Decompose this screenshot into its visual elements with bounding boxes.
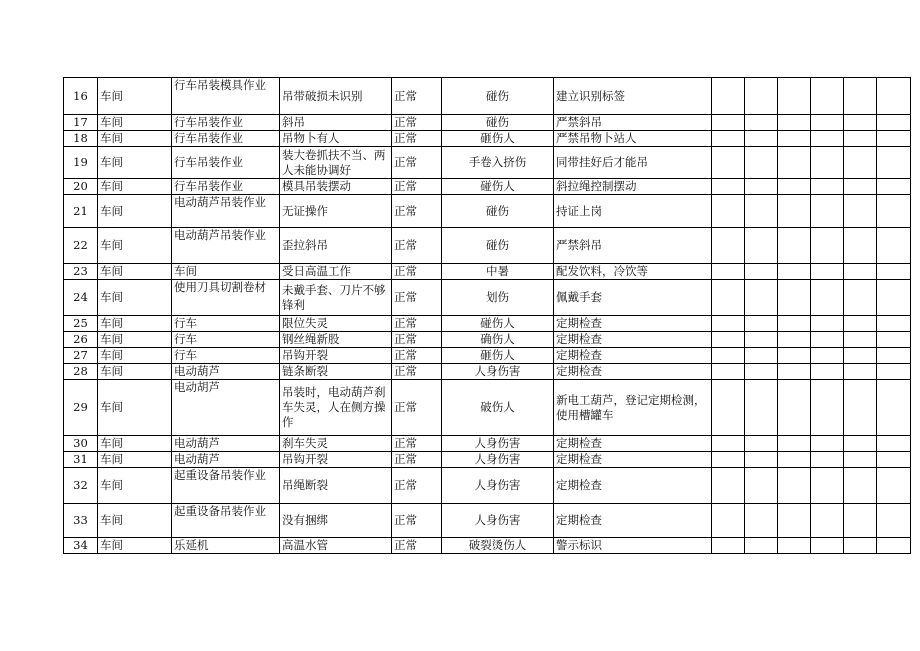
state-cell: 正常 (392, 436, 442, 452)
department-cell: 车间 (98, 452, 172, 468)
empty-score-cell (778, 452, 811, 468)
empty-score-cell (811, 147, 844, 179)
table-row (64, 179, 911, 195)
state-cell: 正常 (392, 348, 442, 364)
department-cell: 车间 (98, 264, 172, 280)
state-cell: 正常 (392, 332, 442, 348)
empty-score-cell (778, 228, 811, 264)
empty-score-cell (778, 364, 811, 380)
empty-score-cell (745, 468, 778, 504)
activity-cell: 电动葫芦吊装作业 (172, 195, 280, 228)
department-cell: 车间 (98, 436, 172, 452)
empty-score-cell (745, 504, 778, 538)
empty-score-cell (811, 468, 844, 504)
control-measure-cell: 定期检查 (554, 504, 712, 538)
empty-score-cell (745, 436, 778, 452)
state-cell: 正常 (392, 504, 442, 538)
empty-score-cell (778, 78, 811, 115)
empty-score-cell (811, 316, 844, 332)
consequence-cell: 确伤人 (442, 332, 554, 348)
row-number: 23 (64, 264, 98, 280)
activity-cell: 行车吊装作业 (172, 147, 280, 179)
table-row (64, 115, 911, 131)
state-cell: 正常 (392, 195, 442, 228)
empty-score-cell (811, 195, 844, 228)
empty-score-cell (844, 452, 877, 468)
table-body (64, 78, 911, 554)
empty-score-cell (844, 436, 877, 452)
empty-score-cell (712, 504, 745, 538)
row-number: 20 (64, 179, 98, 195)
empty-score-cell (877, 147, 911, 179)
row-number: 29 (64, 380, 98, 436)
empty-score-cell (877, 504, 911, 538)
empty-score-cell (844, 147, 877, 179)
control-measure-cell: 定期检查 (554, 316, 712, 332)
consequence-cell: 人身伤害 (442, 504, 554, 538)
control-measure-cell: 定期检查 (554, 436, 712, 452)
activity-cell: 起重设备吊装作业 (172, 468, 280, 504)
empty-score-cell (778, 195, 811, 228)
consequence-cell: 中暑 (442, 264, 554, 280)
table-row (64, 538, 911, 554)
department-cell: 车间 (98, 179, 172, 195)
department-cell: 车间 (98, 228, 172, 264)
empty-score-cell (811, 452, 844, 468)
empty-score-cell (745, 348, 778, 364)
empty-score-cell (712, 332, 745, 348)
table-row (64, 195, 911, 228)
row-number: 28 (64, 364, 98, 380)
consequence-cell: 划伤 (442, 280, 554, 316)
table-row (64, 380, 911, 436)
empty-score-cell (811, 131, 844, 147)
consequence-cell: 砸伤人 (442, 348, 554, 364)
table-row (64, 332, 911, 348)
activity-cell: 行车 (172, 348, 280, 364)
empty-score-cell (877, 131, 911, 147)
empty-score-cell (712, 131, 745, 147)
consequence-cell: 碰伤 (442, 195, 554, 228)
empty-score-cell (844, 280, 877, 316)
state-cell: 正常 (392, 147, 442, 179)
state-cell: 正常 (392, 280, 442, 316)
control-measure-cell: 严禁斜吊 (554, 115, 712, 131)
empty-score-cell (844, 316, 877, 332)
state-cell: 正常 (392, 538, 442, 554)
empty-score-cell (811, 380, 844, 436)
state-cell: 正常 (392, 131, 442, 147)
department-cell: 车间 (98, 115, 172, 131)
empty-score-cell (811, 264, 844, 280)
consequence-cell: 碰伤 (442, 115, 554, 131)
empty-score-cell (811, 348, 844, 364)
control-measure-cell: 严禁吊物卜站人 (554, 131, 712, 147)
empty-score-cell (712, 538, 745, 554)
consequence-cell: 人身伤害 (442, 436, 554, 452)
hazard-table (63, 77, 911, 554)
consequence-cell: 人身伤害 (442, 364, 554, 380)
state-cell: 正常 (392, 228, 442, 264)
hazard-cell: 吊钩开裂 (280, 452, 392, 468)
empty-score-cell (844, 264, 877, 280)
table-row (64, 468, 911, 504)
consequence-cell: 碰伤 (442, 78, 554, 115)
activity-cell: 行车 (172, 316, 280, 332)
control-measure-cell: 新电工葫芦，登记定期检测，使用槽罐车 (554, 380, 712, 436)
empty-score-cell (778, 468, 811, 504)
empty-score-cell (877, 264, 911, 280)
empty-score-cell (844, 228, 877, 264)
control-measure-cell: 定期检查 (554, 452, 712, 468)
activity-cell: 行车吊装作业 (172, 179, 280, 195)
activity-cell: 车间 (172, 264, 280, 280)
empty-score-cell (745, 115, 778, 131)
control-measure-cell: 定期检查 (554, 468, 712, 504)
risk-assessment-sheet (63, 77, 911, 554)
control-measure-cell: 持证上岗 (554, 195, 712, 228)
hazard-cell: 斜吊 (280, 115, 392, 131)
empty-score-cell (844, 332, 877, 348)
hazard-cell: 吊装时，电动葫芦刹车失灵，人在侧方操作 (280, 380, 392, 436)
empty-score-cell (778, 147, 811, 179)
empty-score-cell (811, 332, 844, 348)
activity-cell: 电动葫芦 (172, 436, 280, 452)
row-number: 33 (64, 504, 98, 538)
empty-score-cell (877, 195, 911, 228)
empty-score-cell (712, 228, 745, 264)
consequence-cell: 碰伤人 (442, 316, 554, 332)
empty-score-cell (844, 348, 877, 364)
hazard-cell: 无证操作 (280, 195, 392, 228)
empty-score-cell (778, 348, 811, 364)
department-cell: 车间 (98, 195, 172, 228)
hazard-cell: 吊绳断裂 (280, 468, 392, 504)
state-cell: 正常 (392, 316, 442, 332)
empty-score-cell (712, 195, 745, 228)
empty-score-cell (745, 264, 778, 280)
state-cell: 正常 (392, 364, 442, 380)
empty-score-cell (877, 538, 911, 554)
empty-score-cell (778, 316, 811, 332)
activity-cell: 电动葫芦 (172, 452, 280, 468)
empty-score-cell (877, 364, 911, 380)
department-cell: 车间 (98, 504, 172, 538)
department-cell: 车间 (98, 380, 172, 436)
empty-score-cell (745, 332, 778, 348)
empty-score-cell (778, 436, 811, 452)
empty-score-cell (745, 195, 778, 228)
empty-score-cell (712, 452, 745, 468)
table-row (64, 504, 911, 538)
empty-score-cell (778, 264, 811, 280)
empty-score-cell (745, 452, 778, 468)
empty-score-cell (811, 78, 844, 115)
control-measure-cell: 严禁斜吊 (554, 228, 712, 264)
empty-score-cell (877, 280, 911, 316)
control-measure-cell: 定期检查 (554, 332, 712, 348)
consequence-cell: 碰伤 (442, 228, 554, 264)
empty-score-cell (712, 436, 745, 452)
table-row (64, 436, 911, 452)
empty-score-cell (811, 538, 844, 554)
empty-score-cell (712, 264, 745, 280)
empty-score-cell (811, 179, 844, 195)
hazard-cell: 没有捆绑 (280, 504, 392, 538)
row-number: 19 (64, 147, 98, 179)
empty-score-cell (745, 147, 778, 179)
consequence-cell: 砸伤人 (442, 131, 554, 147)
department-cell: 车间 (98, 316, 172, 332)
empty-score-cell (745, 364, 778, 380)
consequence-cell: 人身伤害 (442, 452, 554, 468)
empty-score-cell (811, 115, 844, 131)
row-number: 24 (64, 280, 98, 316)
empty-score-cell (745, 78, 778, 115)
consequence-cell: 人身伤害 (442, 468, 554, 504)
empty-score-cell (745, 538, 778, 554)
empty-score-cell (778, 504, 811, 538)
empty-score-cell (811, 436, 844, 452)
activity-cell: 行车吊装模具作业 (172, 78, 280, 115)
empty-score-cell (877, 228, 911, 264)
hazard-cell: 限位失灵 (280, 316, 392, 332)
department-cell: 车间 (98, 147, 172, 179)
state-cell: 正常 (392, 380, 442, 436)
control-measure-cell: 佩戴手套 (554, 280, 712, 316)
row-number: 34 (64, 538, 98, 554)
empty-score-cell (745, 316, 778, 332)
empty-score-cell (712, 280, 745, 316)
empty-score-cell (844, 538, 877, 554)
empty-score-cell (811, 364, 844, 380)
empty-score-cell (712, 115, 745, 131)
consequence-cell: 破伤人 (442, 380, 554, 436)
empty-score-cell (844, 78, 877, 115)
consequence-cell: 碰伤人 (442, 179, 554, 195)
department-cell: 车间 (98, 468, 172, 504)
empty-score-cell (877, 179, 911, 195)
empty-score-cell (778, 115, 811, 131)
empty-score-cell (844, 364, 877, 380)
empty-score-cell (811, 504, 844, 538)
activity-cell: 行车 (172, 332, 280, 348)
hazard-cell: 刹车失灵 (280, 436, 392, 452)
hazard-cell: 装大卷抓扶不当、两人未能协调好 (280, 147, 392, 179)
control-measure-cell: 同带挂好后才能吊 (554, 147, 712, 179)
state-cell: 正常 (392, 264, 442, 280)
empty-score-cell (778, 179, 811, 195)
empty-score-cell (778, 131, 811, 147)
row-number: 26 (64, 332, 98, 348)
activity-cell: 电动葫芦吊装作业 (172, 228, 280, 264)
empty-score-cell (844, 504, 877, 538)
row-number: 27 (64, 348, 98, 364)
empty-score-cell (844, 131, 877, 147)
hazard-cell: 吊物卜有人 (280, 131, 392, 147)
empty-score-cell (844, 115, 877, 131)
empty-score-cell (745, 179, 778, 195)
hazard-cell: 链条断裂 (280, 364, 392, 380)
department-cell: 车间 (98, 348, 172, 364)
hazard-cell: 受日高温工作 (280, 264, 392, 280)
activity-cell: 电动葫芦 (172, 364, 280, 380)
department-cell: 车间 (98, 364, 172, 380)
table-row (64, 316, 911, 332)
row-number: 31 (64, 452, 98, 468)
department-cell: 车间 (98, 280, 172, 316)
empty-score-cell (712, 316, 745, 332)
hazard-cell: 钢丝绳新股 (280, 332, 392, 348)
empty-score-cell (712, 380, 745, 436)
activity-cell: 起重设备吊装作业 (172, 504, 280, 538)
hazard-cell: 模具吊装摆动 (280, 179, 392, 195)
hazard-cell: 高温水管 (280, 538, 392, 554)
state-cell: 正常 (392, 78, 442, 115)
row-number: 18 (64, 131, 98, 147)
table-row (64, 264, 911, 280)
empty-score-cell (877, 115, 911, 131)
table-row (64, 280, 911, 316)
empty-score-cell (811, 280, 844, 316)
control-measure-cell: 配发饮料，冷饮等 (554, 264, 712, 280)
empty-score-cell (778, 380, 811, 436)
empty-score-cell (745, 280, 778, 316)
empty-score-cell (712, 468, 745, 504)
state-cell: 正常 (392, 468, 442, 504)
state-cell: 正常 (392, 452, 442, 468)
department-cell: 车间 (98, 538, 172, 554)
control-measure-cell: 警示标识 (554, 538, 712, 554)
activity-cell: 电动胡芦 (172, 380, 280, 436)
table-row (64, 348, 911, 364)
empty-score-cell (778, 332, 811, 348)
empty-score-cell (745, 131, 778, 147)
empty-score-cell (778, 280, 811, 316)
department-cell: 车间 (98, 131, 172, 147)
empty-score-cell (844, 195, 877, 228)
row-number: 22 (64, 228, 98, 264)
empty-score-cell (877, 452, 911, 468)
empty-score-cell (712, 364, 745, 380)
activity-cell: 行车吊装作业 (172, 115, 280, 131)
table-row (64, 228, 911, 264)
row-number: 16 (64, 78, 98, 115)
row-number: 30 (64, 436, 98, 452)
control-measure-cell: 斜拉绳控制摆动 (554, 179, 712, 195)
empty-score-cell (877, 316, 911, 332)
consequence-cell: 破裂烫伤人 (442, 538, 554, 554)
table-row (64, 364, 911, 380)
empty-score-cell (745, 380, 778, 436)
empty-score-cell (877, 380, 911, 436)
empty-score-cell (778, 538, 811, 554)
activity-cell: 乐延机 (172, 538, 280, 554)
empty-score-cell (844, 380, 877, 436)
empty-score-cell (877, 332, 911, 348)
state-cell: 正常 (392, 179, 442, 195)
table-row (64, 147, 911, 179)
department-cell: 车间 (98, 78, 172, 115)
activity-cell: 行车吊装作业 (172, 131, 280, 147)
state-cell: 正常 (392, 115, 442, 131)
table-row (64, 131, 911, 147)
row-number: 17 (64, 115, 98, 131)
empty-score-cell (712, 78, 745, 115)
table-row (64, 452, 911, 468)
empty-score-cell (844, 468, 877, 504)
control-measure-cell: 定期检查 (554, 348, 712, 364)
empty-score-cell (844, 179, 877, 195)
empty-score-cell (811, 228, 844, 264)
hazard-cell: 歪拉斜吊 (280, 228, 392, 264)
empty-score-cell (877, 468, 911, 504)
empty-score-cell (877, 78, 911, 115)
activity-cell: 使用刀具切割卷材 (172, 280, 280, 316)
row-number: 25 (64, 316, 98, 332)
row-number: 32 (64, 468, 98, 504)
empty-score-cell (712, 147, 745, 179)
empty-score-cell (877, 348, 911, 364)
hazard-cell: 吊钩开裂 (280, 348, 392, 364)
hazard-cell: 未戴手套、刀片不够锋利 (280, 280, 392, 316)
control-measure-cell: 建立识别标签 (554, 78, 712, 115)
empty-score-cell (745, 228, 778, 264)
empty-score-cell (877, 436, 911, 452)
table-row (64, 78, 911, 115)
department-cell: 车间 (98, 332, 172, 348)
consequence-cell: 手卷入挤伤 (442, 147, 554, 179)
row-number: 21 (64, 195, 98, 228)
control-measure-cell: 定期检查 (554, 364, 712, 380)
hazard-cell: 吊带破损未识别 (280, 78, 392, 115)
empty-score-cell (712, 348, 745, 364)
empty-score-cell (712, 179, 745, 195)
